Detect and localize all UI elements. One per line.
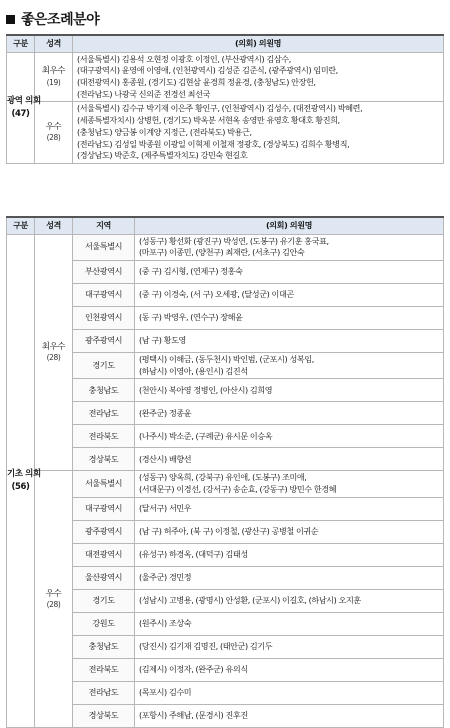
member-line: (동 구) 박영우, (연수구) 장해윤 xyxy=(139,312,243,323)
member-line: (울주군) 경민정 xyxy=(139,572,192,583)
members-cell xyxy=(135,283,444,306)
region-cell: 충청남도 xyxy=(73,379,135,402)
member-line: (김제시) 이정자, (완주군) 유의식 xyxy=(139,664,248,675)
metro-category-label: 광역 의회 xyxy=(7,96,41,107)
grade-count: (28) xyxy=(46,133,61,143)
metro-row xyxy=(7,52,444,102)
member-line: (원주시) 조상숙 xyxy=(139,618,192,629)
member-line: (대구광역시) 윤영애 이영애, (인천광역시) 김성준 김준식, (광주광역시) 임미란, xyxy=(77,65,338,76)
member-line: (달서구) 서민우 xyxy=(139,503,192,514)
grade-count: (28) xyxy=(46,599,61,609)
metro-category-cell xyxy=(7,52,41,164)
members-cell xyxy=(135,425,444,448)
grade-count: (28) xyxy=(46,353,61,363)
region-cell: 경상북도 xyxy=(73,704,135,727)
region-cell: 부산광역시 xyxy=(73,260,135,283)
region-cell: 전라북도 xyxy=(73,425,135,448)
member-line: (성동구) 양옥희, (강북구) 유인애, (도봉구) 조미애, xyxy=(139,472,307,483)
basic-row xyxy=(7,234,444,260)
member-line: (나주시) 박소준, (구례군) 유시문 이승옥 xyxy=(139,430,273,441)
member-line: (세종특별자치시) 상병헌, (경기도) 박옥분 서현옥 송영만 유영호 황대호 황진희, xyxy=(77,115,340,126)
basic-row xyxy=(7,566,444,589)
members-cell xyxy=(135,566,444,589)
header-region: 지역 xyxy=(73,217,135,234)
basic-category-cell xyxy=(7,234,41,727)
members-cell xyxy=(135,234,444,260)
members-cell xyxy=(135,658,444,681)
basic-row xyxy=(7,471,444,497)
basic-row xyxy=(7,260,444,283)
member-line: (전라남도) 김성일 박종원 이광일 이혁제 이철재 정광호, (경상북도) 김희수 황병직, xyxy=(77,138,350,149)
member-line: (경산시) 배향선 xyxy=(139,453,192,464)
header-category: 구분 xyxy=(7,35,35,52)
region-cell: 경기도 xyxy=(73,589,135,612)
member-line: (하남시) 이영아, (용인시) 김진석 xyxy=(139,365,248,376)
region-cell: 서울특별시 xyxy=(73,234,135,260)
header-grade: 성격 xyxy=(35,35,73,52)
section-title-text: 좋은조례분야 xyxy=(21,12,100,28)
grade-name: 우수 xyxy=(45,122,62,133)
member-line: (서대문구) 이경선, (강서구) 송순효, (강동구) 방민수 한경혜 xyxy=(139,484,337,495)
members-cell xyxy=(73,102,444,164)
region-cell: 서울특별시 xyxy=(73,471,135,497)
basic-row xyxy=(7,589,444,612)
basic-council-table xyxy=(6,216,444,728)
member-line: (서울특별시) 김용석 오현정 이광호 이정인, (부산광역시) 김삼수, xyxy=(77,53,291,64)
region-cell: 대전광역시 xyxy=(73,543,135,566)
basic-category-label: 기초 의회 xyxy=(7,469,41,480)
basic-row xyxy=(7,448,444,471)
section-title xyxy=(6,8,99,30)
region-cell: 인천광역시 xyxy=(73,306,135,329)
grade-name: 우수 xyxy=(45,588,62,599)
basic-row xyxy=(7,329,444,352)
basic-row xyxy=(7,497,444,520)
members-cell xyxy=(135,379,444,402)
members-cell xyxy=(135,497,444,520)
bullet-square-icon xyxy=(6,15,15,24)
header-category: 구분 xyxy=(7,217,35,234)
member-line: (포항시) 주해남, (문경시) 진후진 xyxy=(139,710,248,721)
member-line: (대전광역시) 홍종원, (경기도) 김현삼 윤경희 정윤경, (충청남도) 안장헌, xyxy=(77,76,316,87)
region-cell: 경기도 xyxy=(73,352,135,378)
metro-header-row xyxy=(7,35,444,52)
region-cell: 경상북도 xyxy=(73,448,135,471)
grade-name: 최우수 xyxy=(41,341,66,352)
member-line: (당진시) 김기재 김명진, (태안군) 김기두 xyxy=(139,641,273,652)
metro-category-count: (47) xyxy=(11,108,30,119)
member-line: (전라남도) 나광국 신의준 전경선 최선국 xyxy=(77,88,210,99)
basic-row xyxy=(7,635,444,658)
members-cell xyxy=(135,589,444,612)
member-line: (경상남도) 박준호, (제주특별자치도) 강민숙 현길호 xyxy=(77,150,248,161)
members-cell xyxy=(135,352,444,378)
members-cell xyxy=(135,520,444,543)
members-cell xyxy=(135,260,444,283)
members-cell xyxy=(135,402,444,425)
member-line: (유성구) 하경옥, (대덕구) 김태성 xyxy=(139,549,248,560)
members-cell xyxy=(135,704,444,727)
header-grade: 성격 xyxy=(35,217,73,234)
header-members: (의회) 의원명 xyxy=(73,35,444,52)
member-line: (마포구) 이종민, (양천구) 최재란, (서초구) 김안숙 xyxy=(139,247,305,258)
metro-row xyxy=(7,102,444,164)
member-line: (천안시) 복아영 정병인, (아산시) 김희영 xyxy=(139,384,273,395)
grade-cell xyxy=(35,52,73,102)
members-cell xyxy=(135,306,444,329)
basic-row xyxy=(7,283,444,306)
members-cell xyxy=(135,448,444,471)
basic-row xyxy=(7,379,444,402)
member-line: (중 구) 김시형, (연제구) 정홍숙 xyxy=(139,266,243,277)
grade-count: (19) xyxy=(46,77,61,87)
member-line: (성동구) 황선화 (광진구) 박성연, (도봉구) 유기훈 홍국표, xyxy=(139,235,329,246)
member-line: (충청남도) 양금봉 이계양 지정근, (전라북도) 박용근, xyxy=(77,126,252,137)
member-line: (중 구) 이경숙, (서 구) 오세광, (달성군) 이대곤 xyxy=(139,289,294,300)
member-line: (서울특별시) 김수규 박기재 이은주 황인구, (인천광역시) 김성수, (대전광역시) 박혜련, xyxy=(77,103,363,114)
basic-category-count: (56) xyxy=(11,481,30,492)
header-members: (의회) 의원명 xyxy=(135,217,444,234)
basic-row xyxy=(7,306,444,329)
basic-row xyxy=(7,704,444,727)
basic-row xyxy=(7,612,444,635)
region-cell: 강원도 xyxy=(73,612,135,635)
region-cell: 대구광역시 xyxy=(73,497,135,520)
members-cell xyxy=(135,681,444,704)
member-line: (평택시) 이해금, (동두천시) 박인범, (군포시) 성복임, xyxy=(139,353,314,364)
grade-cell xyxy=(35,234,73,471)
region-cell: 전라북도 xyxy=(73,658,135,681)
basic-row xyxy=(7,425,444,448)
region-cell: 광주광역시 xyxy=(73,329,135,352)
members-cell xyxy=(135,329,444,352)
members-cell xyxy=(135,635,444,658)
members-cell xyxy=(135,543,444,566)
member-line: (성남시) 고병용, (광명시) 안성환, (군포시) 이길호, (하남시) 오지훈 xyxy=(139,595,361,606)
member-line: (남 구) 황도영 xyxy=(139,335,186,346)
grade-cell xyxy=(35,471,73,727)
region-cell: 울산광역시 xyxy=(73,566,135,589)
basic-header-row xyxy=(7,217,444,234)
metro-council-table xyxy=(6,34,444,164)
member-line: (완주군) 정종윤 xyxy=(139,407,192,418)
region-cell: 충청남도 xyxy=(73,635,135,658)
basic-row xyxy=(7,681,444,704)
members-cell xyxy=(135,612,444,635)
grade-name: 최우수 xyxy=(41,66,66,77)
grade-cell xyxy=(35,102,73,164)
basic-row xyxy=(7,520,444,543)
members-cell xyxy=(73,52,444,102)
basic-row xyxy=(7,352,444,378)
member-line: (목포시) 김수미 xyxy=(139,687,192,698)
member-line: (남 구) 허주아, (북 구) 이정철, (광산구) 공병철 이귀순 xyxy=(139,526,319,537)
basic-row xyxy=(7,658,444,681)
members-cell xyxy=(135,471,444,497)
region-cell: 대구광역시 xyxy=(73,283,135,306)
region-cell: 전라남도 xyxy=(73,681,135,704)
region-cell: 전라남도 xyxy=(73,402,135,425)
basic-row xyxy=(7,402,444,425)
region-cell: 광주광역시 xyxy=(73,520,135,543)
basic-row xyxy=(7,543,444,566)
